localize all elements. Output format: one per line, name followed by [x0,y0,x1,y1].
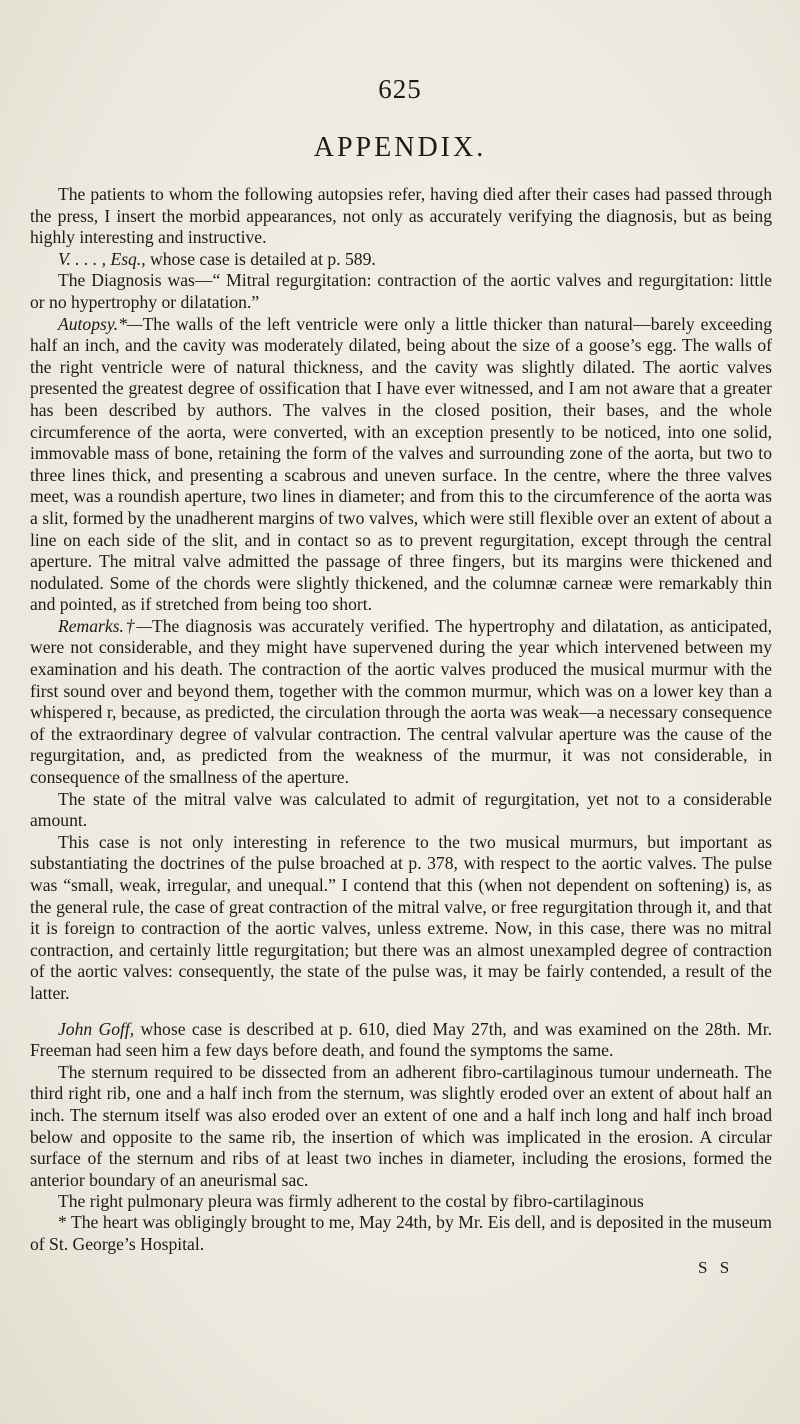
paragraph [30,314,772,616]
paragraph-text: The right pulmonary pleura was firmly adherent to the costal by fibro-cartilaginous [58,1191,644,1212]
paragraph-text: whose case is described at p. 610, died May 27th, and was examined on the 28th. Mr. Freeman had seen him a few days before death, and found the symptoms the same. [30,1018,772,1061]
body-text [30,184,772,1213]
paragraph [30,1191,772,1213]
paragraph-text: The patients to whom the following autopsies refer, having died after their cases had passed through the press, I insert the morbid appearances, not only as accurately verifying the diagnosis, but as being highly interesting and instructive. [30,184,772,248]
paragraph-text: This case is not only interesting in reference to the two musical murmurs, but important as substantiating the doctrines of the pulse broached at p. 378, with respect to the aortic valves. The pulse was “small, weak, irregular, and unequal.” I contend that this (when not dependent on softening) is, as the general rule, the case of great contraction of the mitral valve, or free regurgitation through it, and that it is foreign to contraction of the aortic valves, unless extreme. Now, in this case, there was no mitral contraction, and certainly little regurgitation; but there was an almost unexampled degree of contraction of the aortic valves: consequently, the state of the pulse was, it may be fairly contended, a result of the latter. [30,831,772,1003]
paragraph [30,832,772,1005]
appendix-heading: APPENDIX. [313,132,487,163]
paragraph [30,270,772,313]
signature-mark: S S [698,1258,734,1277]
paragraph [30,789,772,832]
page-number: 625 [378,74,422,104]
footnote: * The heart was obligingly brought to me, May 24th, by Mr. Eis dell, and is deposited in the museum of St. George’s Hospital. [30,1212,772,1254]
paragraph-text: The sternum required to be dissected from an adherent fibro-cartilaginous tumour underneath. The third right rib, one and a half inch from the sternum, was slightly eroded over an extent of about half an inch. The sternum itself was also eroded over an extent of one and a half inch long and half inch broad below and opposite to the same rib, the insertion of which was implicated in the erosion. A circular surface of the sternum and ribs of at least two inches in diameter, including the erosions, formed the anterior boundary of an aneurismal sac. [30,1061,772,1190]
paragraph [30,616,772,789]
paragraph-text: whose case is detailed at p. 589. [145,248,376,269]
paragraph-runin: V. . . . , Esq., [58,248,146,269]
paragraph-runin: John Goff, [58,1018,135,1039]
paragraph-runin: Remarks.†— [58,615,152,636]
paragraph [30,249,772,271]
paragraph-text: The diagnosis was accurately verified. The hypertrophy and dilatation, as anticipated, were not considerable, and they might have supervened during the year which intervened between my examination and his death. The contraction of the aortic valves produced the musical murmur with the first sound over and beyond them, together with the common murmur, which was on a lower key than a whispered r, because, as predicted, the circulation through the aorta was weak—a necessary consequence of the extraordinary degree of valvular contraction. The central valvular aperture was the cause of the regurgitation, and, as predicted from the weakness of the murmur, it was not considerable, in consequence of the smallness of the aperture. [30,615,772,788]
paragraph-runin: Autopsy.*— [58,313,143,334]
paragraph-text: The Diagnosis was—“ Mitral regurgitation: contraction of the aortic valves and regurgitation: little or no hypertrophy or dilatation.” [30,270,772,312]
paragraph [30,184,772,249]
paragraph [30,1062,772,1192]
paragraph [30,1019,772,1062]
paragraph-text: The state of the mitral valve was calculated to admit of regurgitation, yet not to a considerable amount. [30,788,772,831]
paragraph-text: The walls of the left ventricle were only a little thicker than natural—barely exceeding half an inch, and the cavity was moderately dilated, being about the size of a goose’s egg. The walls of the right ventricle were of natural thickness, and the cavity was slightly dilated. The aortic valves presented the greatest degree of ossification that I have ever witnessed, and I am not aware that a greater has been described by authors. The valves in the closed position, their bases, and the whole circumference of the aorta, were converted, with an exception presently to be noticed, into one solid, immovable mass of bone, retaining the form of the valves and surrounding zone of the aorta, but two to three lines thick, and presenting a scabrous and uneven surface. In the centre, where the three valves meet, was a roundish aperture, two lines in diameter; and from this to the circumference of the aorta was a slit, formed by the unadherent margins of two valves, which were still flexible over an extent of about a line on each side of the slit, and in contact so as to prevent regurgitation, except through the central aperture. The mitral valve admitted the passage of three fingers, but its margins were thickened and nodulated. Some of the chords were slightly thickened, and the columnæ carneæ were remarkably thin and pointed, as if stretched from being too short. [30,313,772,615]
